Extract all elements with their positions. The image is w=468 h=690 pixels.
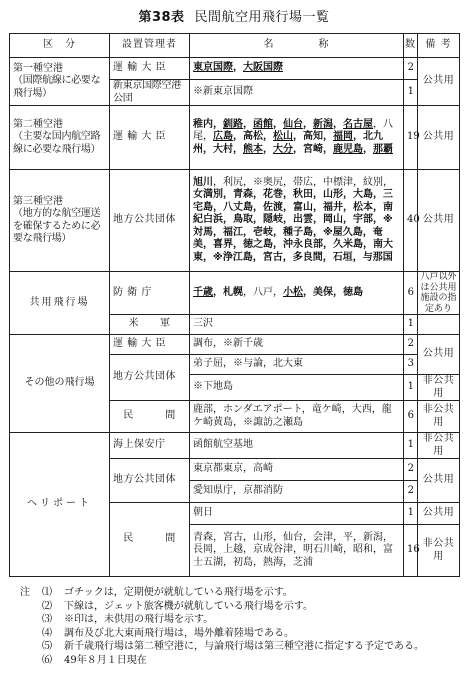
airfield-name: ， (293, 131, 303, 143)
names-cell (190, 503, 404, 525)
category-cell (10, 433, 110, 577)
footnote-label (20, 654, 42, 668)
footnote-label (20, 613, 42, 627)
category-name: 共用飛行場 (29, 296, 90, 308)
airfield-name: 三沢 (193, 318, 213, 330)
airfield-name: 福岡 (333, 131, 353, 143)
airfield-name: ， (373, 118, 383, 130)
airfield-name: ， (253, 201, 263, 213)
airfield-name: 愛知県庁，京都消防 (193, 485, 283, 497)
airfield-name: 新潟 (313, 118, 333, 130)
airfield-name: ， (353, 131, 363, 143)
airfield-name: ，帯広， (283, 176, 323, 188)
airfield-name: ， (203, 143, 213, 155)
footnotes (20, 586, 460, 667)
airfield-name: 福江 (223, 226, 243, 238)
count-cell: 3 (404, 355, 418, 375)
count-cell: 1 (404, 80, 418, 106)
note-cell: 八戸以外は公共用施設の指定あり (418, 272, 460, 315)
footnote (20, 654, 460, 668)
airfield-name: ， (273, 239, 283, 251)
airfield-name: ， (233, 143, 243, 155)
count-cell: 2 (404, 58, 418, 80)
manager-cell: 米 軍 (110, 315, 190, 335)
airfield-name: 出雲 (293, 214, 313, 226)
count-cell: 16 (404, 525, 418, 577)
airfield-name: ， (233, 62, 243, 74)
count-cell: 1 (404, 315, 418, 335)
airfield-name: ， (213, 286, 223, 298)
airfield-name: ， (343, 189, 353, 201)
table-row (10, 58, 460, 80)
footnote-text: ※印は，未供用の飛行場を示す。 (64, 614, 214, 625)
footnote-marker: ⑹ (42, 654, 52, 666)
airfield-name: ， (373, 189, 383, 201)
footnote-label (20, 627, 42, 641)
airfield-name: ，利尻， (213, 176, 253, 188)
airfield-name: ， (343, 201, 353, 213)
airfield-name: 熊本 (243, 143, 263, 155)
airfield-name: 奄美 (193, 226, 383, 251)
count-cell: 1 (404, 503, 418, 525)
airfield-name: 名古屋 (343, 118, 373, 130)
footnote-marker: ⑷ (42, 627, 52, 639)
airfield-name: ， (273, 118, 283, 130)
table-row (10, 170, 460, 272)
airfield-name: ， (252, 251, 263, 263)
footnote-text: 新千歳飛行場は第二種空港に，与論飛行場は第三種空港に指定する予定である。 (64, 641, 424, 652)
note-cell: 公共用 (418, 335, 460, 375)
table-row (10, 433, 460, 459)
airfield-name: 福井 (323, 201, 343, 213)
count-cell: 1 (404, 433, 418, 459)
category-name: その他の飛行場 (24, 377, 95, 389)
names-cell (190, 106, 404, 170)
footnote-text: ゴチックは，定期便が就航している飛行場を示す。 (64, 587, 293, 598)
airfield-name: 大村 (213, 143, 233, 155)
count-cell: 40 (404, 170, 418, 272)
airfield-name: ， (323, 239, 333, 251)
airfield-name: ， (282, 251, 293, 263)
manager-cell: 運 輸 大 臣 (110, 335, 190, 355)
airfield-name: ， (343, 214, 353, 226)
airfield-name: 花巻 (263, 189, 283, 201)
category-name: 第三種空港 (13, 195, 63, 207)
count-cell: 19 (404, 106, 418, 170)
airfield-name: 函館 (253, 118, 273, 130)
names-cell (190, 401, 404, 433)
airfield-name: ，八戸， (243, 286, 283, 298)
names-cell (190, 459, 404, 481)
airfield-name: 鳥取 (233, 214, 253, 226)
airfield-name: ， (253, 214, 263, 226)
category-name: ヘリポート (27, 498, 92, 510)
category-description: （国際航線に必要な飛行場） (13, 75, 101, 99)
category-cell (10, 335, 110, 433)
names-cell (190, 481, 404, 503)
airfield-name: 佐渡 (263, 201, 283, 213)
airfield-name: 宇部 (353, 214, 373, 226)
table-number: 第38表 (138, 10, 185, 25)
airfield-name: 喜界 (213, 239, 233, 251)
airfield-name: ※屋久島 (323, 226, 363, 238)
airfield-name: 那覇 (373, 143, 393, 155)
manager-cell: 民 間 (110, 401, 190, 433)
manager-cell: 地方公共団体 (110, 170, 190, 272)
note-cell: 非公共用 (418, 433, 460, 459)
note-cell: 公共用 (418, 106, 460, 170)
names-cell (190, 315, 404, 335)
airfield-name: ， (333, 118, 343, 130)
airfield-name: 釧路 (223, 118, 243, 130)
footnote-marker: ⑸ (42, 641, 52, 652)
airfield-name: ， (373, 201, 383, 213)
airfield-name: ， (213, 226, 223, 238)
airfield-name: 宮崎 (303, 143, 323, 155)
footnote-text: 調布及び北大東両飛行場は，場外離着陸場である。 (64, 627, 294, 639)
footnote-label (20, 600, 42, 614)
airfield-name: 松山 (273, 131, 293, 143)
airfield-name: 千歳 (193, 286, 213, 298)
page-title (0, 6, 468, 25)
category-cell (10, 106, 110, 170)
note-cell: 非公共用 (418, 525, 460, 577)
airfield-name: 龍ケ崎黄島，※諏訪之瀬島 (193, 404, 392, 428)
airfield-name: 徳島 (343, 286, 363, 298)
airfield-name: 東京都東京，高崎 (193, 463, 273, 475)
airfield-name: 宮古 (262, 251, 283, 263)
airfield-name: 稚内， (193, 118, 223, 130)
names-cell (190, 272, 404, 315)
count-cell: 2 (404, 481, 418, 503)
footnote (20, 627, 460, 641)
airfield-name: 女満別 (193, 189, 223, 201)
airfield-name: 高知 (303, 131, 323, 143)
airfield-name: 岡山 (323, 214, 343, 226)
airfield-name: ， (203, 131, 213, 143)
airfield-name: 三宅島 (193, 189, 393, 213)
airfield-name: 広島 (213, 131, 233, 143)
category-cell (10, 170, 110, 272)
airfield-name: ， (243, 118, 253, 130)
airfield-name: 青森，宮古，山形，仙台，会津，平，新潟，長岡，上越，京成谷津，明石川崎，昭和，富士五湖，初島，熱海，芝浦 (193, 531, 393, 568)
manager-cell: 地方公共団体 (110, 355, 190, 401)
airfield-name: 美保 (313, 286, 333, 298)
airfield-name: 仙台 (283, 118, 303, 130)
footnote (20, 600, 460, 614)
airfield-name: 山形 (323, 189, 343, 201)
airfield-name: 大島 (353, 189, 373, 201)
footnote-label (20, 640, 42, 654)
airfield-name: ， (213, 201, 223, 213)
footnote-marker: ⑶ (42, 614, 52, 625)
airfield-name: ， (313, 226, 323, 238)
footnote-label: 注 (20, 587, 30, 598)
manager-cell: 新東京国際空港公団 (110, 80, 190, 106)
airfield-name: ， (263, 143, 273, 155)
airfield-name: 朝日 (193, 507, 213, 519)
airfield-name: ， (373, 214, 383, 226)
manager-cell: 地方公共団体 (110, 459, 190, 503)
airfield-name: 函館航空基地 (193, 439, 253, 451)
table-row (10, 272, 460, 315)
airfield-name: ， (223, 189, 233, 201)
airfield-name: ， (363, 143, 373, 155)
airfield-name: ， (233, 239, 243, 251)
names-cell (190, 58, 404, 80)
names-cell (190, 170, 404, 272)
airfield-name: ， (263, 131, 273, 143)
note-cell: 公共用 (418, 503, 460, 525)
airfield-name: 久米島 (333, 239, 363, 251)
airfield-name: ※対馬 (193, 214, 393, 238)
airfield-name: 富山 (293, 201, 313, 213)
airfield-name: 八丈島 (223, 201, 253, 213)
names-cell (190, 355, 404, 375)
airfield-name: ， (283, 189, 293, 201)
airfield-name: 旭川 (193, 176, 213, 188)
airfield-name: 青森 (233, 189, 253, 201)
footnote-text: 下線は，ジェット旅客機が就航している飛行場を示す。 (64, 600, 313, 612)
footnote-marker: ⑴ (42, 587, 52, 598)
header-name: 名 称 (190, 34, 404, 58)
count-cell: 6 (404, 272, 418, 315)
airfield-name: ， (253, 189, 263, 201)
airfield-name: ※浄江島 (213, 251, 253, 263)
manager-cell: 運 輸 大 臣 (110, 58, 190, 80)
count-cell: 2 (404, 335, 418, 355)
count-cell: 1 (404, 375, 418, 401)
note-cell (418, 315, 460, 335)
names-cell (190, 525, 404, 577)
airfield-name: ， (313, 214, 323, 226)
airfield-name: ， (313, 189, 323, 201)
category-name: 第一種空港 (13, 62, 63, 74)
airfield-table (9, 33, 460, 577)
airfield-name: 中標津 (323, 176, 353, 188)
airfield-name: ， (243, 226, 253, 238)
header-category: 区 分 (10, 34, 110, 58)
manager-cell: 民 間 (110, 503, 190, 577)
airfield-name: 南大東 (193, 239, 393, 263)
airfield-name: ， (303, 286, 313, 298)
count-cell: 2 (404, 459, 418, 481)
airfield-name: 種子島 (283, 226, 313, 238)
airfield-name: ， (323, 143, 333, 155)
manager-cell: 海上保安庁 (110, 433, 190, 459)
airfield-name: ， (203, 239, 213, 251)
manager-cell: 防 衛 庁 (110, 272, 190, 315)
airfield-name: 調布，※新千歳 (193, 338, 263, 350)
airfield-name: 大分 (273, 143, 293, 155)
airfield-name: 北九州 (193, 131, 383, 155)
footnote-text: 49年８月１日現在 (64, 654, 147, 666)
airfield-name: 小松 (283, 286, 303, 298)
airfield-name: 壱岐 (253, 226, 273, 238)
table-row (10, 335, 460, 355)
header-row (10, 34, 460, 58)
count-cell: 6 (404, 401, 418, 433)
airfield-name: 札幌 (223, 286, 243, 298)
header-note: 備 考 (418, 34, 460, 58)
airfield-name: ， (293, 143, 303, 155)
airfield-name: ， (223, 214, 233, 226)
category-name: 第二種空港 (13, 118, 63, 130)
airfield-name: ，紋別， (353, 176, 393, 188)
footnote (20, 640, 460, 654)
category-cell (10, 272, 110, 335)
airfield-name: 高松 (243, 131, 263, 143)
airfield-name: ， (273, 226, 283, 238)
category-description: （主要な国内航空路線に必要な飛行場） (13, 131, 101, 155)
airfield-name: ， (323, 131, 333, 143)
airfield-name: 鹿児島 (333, 143, 363, 155)
airfield-name: ， (363, 239, 373, 251)
airfield-name: 沖永良部 (283, 239, 323, 251)
airfield-name: 弟子屈，※与論，北大東 (193, 358, 303, 370)
header-count: 数 (404, 34, 418, 58)
airfield-name: ， (352, 251, 363, 263)
airfield-name: ※新東京国際 (193, 86, 253, 98)
note-cell: 非公共用 (418, 401, 460, 433)
names-cell (190, 80, 404, 106)
airfield-name: ， (313, 201, 323, 213)
airfield-name: 八尾 (193, 118, 393, 143)
airfield-name: 大阪国際 (243, 62, 283, 74)
manager-cell: 運 輸 大 臣 (110, 106, 190, 170)
airfield-name: ， (203, 251, 213, 263)
category-description: （地方的な航空運送を確保するために必要な飛行場） (13, 208, 101, 244)
airfield-name: ※下地島 (193, 381, 233, 393)
airfield-name: 徳之島 (243, 239, 273, 251)
airfield-name: 隠岐 (263, 214, 283, 226)
airfield-name: ， (362, 226, 373, 238)
footnote-marker: ⑵ (42, 600, 52, 612)
footnote (20, 586, 460, 600)
airfield-name: ， (333, 286, 343, 298)
note-cell: 公共用 (418, 459, 460, 503)
airfield-name: 松本 (353, 201, 373, 213)
footnote (20, 613, 460, 627)
airfield-name: 秋田 (293, 189, 313, 201)
airfield-name: ， (283, 201, 293, 213)
airfield-name: 石垣 (332, 251, 353, 263)
airfield-name: 東京国際 (193, 62, 233, 74)
airfield-name: 多良間 (292, 251, 323, 263)
airfield-name: 与那国 (362, 251, 393, 263)
airfield-name: ， (283, 214, 293, 226)
airfield-name: ， (233, 131, 243, 143)
airfield-name: ※奥尻 (253, 176, 283, 188)
names-cell (190, 335, 404, 355)
airfield-name: 南紀白浜 (193, 201, 393, 226)
note-cell: 公共用 (418, 58, 460, 106)
names-cell (190, 375, 404, 401)
note-cell: 非公共用 (418, 375, 460, 401)
header-manager: 設置管理者 (110, 34, 190, 58)
airfield-name: ， (322, 251, 333, 263)
names-cell (190, 433, 404, 459)
table-title: 民間航空用飛行場一覧 (194, 10, 330, 25)
table-row (10, 106, 460, 170)
airfield-name: 鹿部，ホンダエアポート，竜ケ崎，大西， (193, 404, 382, 415)
airfield-name: ， (303, 118, 313, 130)
note-cell: 公共用 (418, 170, 460, 272)
category-cell (10, 58, 110, 106)
